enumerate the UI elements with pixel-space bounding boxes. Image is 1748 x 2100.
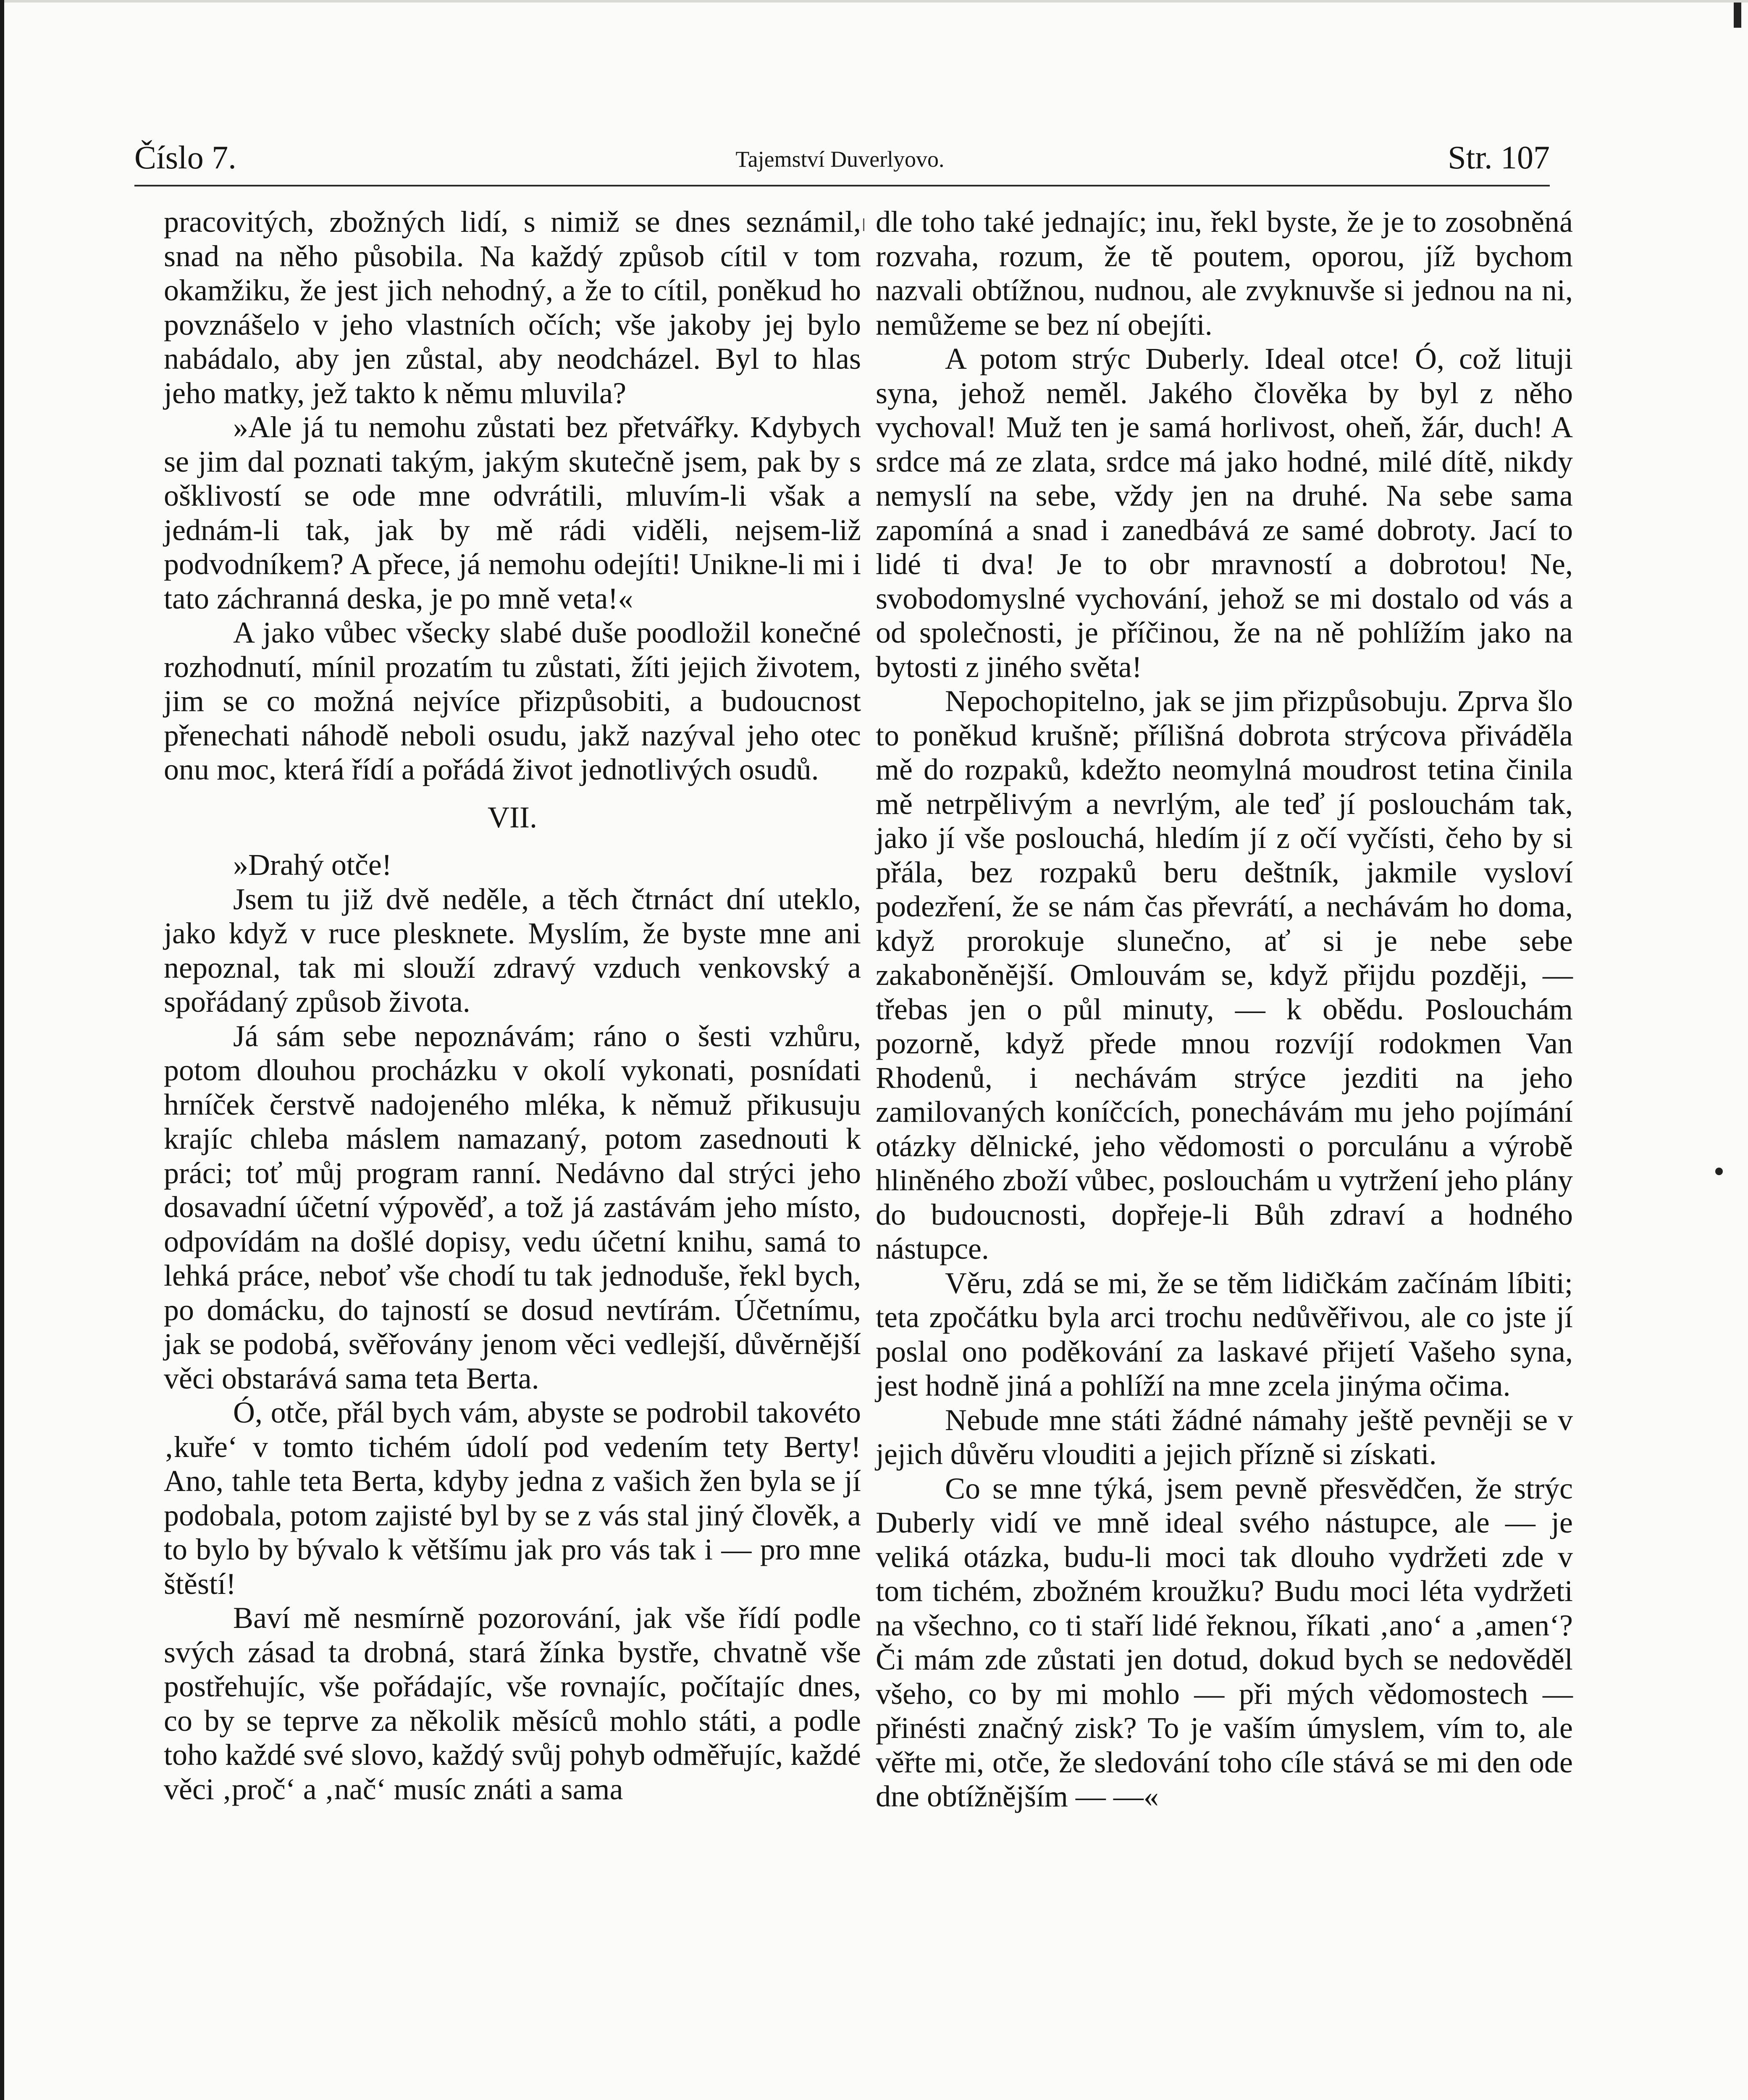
paragraph: »Ale já tu nemohu zůstati bez přetvářky. Kdybych se jim dal poznati takým, jakým skutečně jsem, pak by s ošklivostí se ode mne odvrátili, mluvím-li však a jednám-li tak, jak by mě rádi viděli, nejsem-liž podvodníkem? A přece, já nemohu odejíti! Unikne-li mi i tato záchranná deska, je po mně veta!« — [164, 410, 861, 615]
scan-corner-mark — [1734, 3, 1741, 28]
paragraph: Nepochopitelno, jak se jim přizpůsobuju. Zprva šlo to poněkud krušně; přílišná dobrota strýcova přiváděla mě do rozpaků, kdežto neomylná moudrost tetina činila mě netrpělivým a nevrlým, ale teď jí poslouchám tak, jako jí vše poslouchá, hledím jí z očí vyčísti, čeho by si přála, bez rozpaků beru deštník, jakmile vysloví podezření, že se nám čas převrátí, a nechávám ho doma, když prorokuje slunečno, ať si je nebe sebe zakaboněnější. Omlouvám se, když přijdu později, — třebas jen o půl minuty, — k obědu. Poslouchám pozorně, když přede mnou rozvíjí rodokmen Van Rhodenů, i nechávám strýce jezditi na jeho zamilovaných koníčcích, ponechávám mu jeho pojímání otázky dělnické, jeho vědomosti o porculánu a výrobě hliněného zboží vůbec, poslouchám u vytržení jeho plány do budoucnosti, dopřeje-li Bůh zdraví a hodného nástupce. — [876, 684, 1573, 1265]
paragraph: Jsem tu již dvě neděle, a těch čtrnáct dní uteklo, jako když v ruce plesknete. Myslím, že byste mne ani nepoznal, tak mi slouží zdravý vzduch venkovský a spořádaný způsob života. — [164, 882, 861, 1018]
letter-salutation: »Drahý otče! — [233, 848, 392, 882]
paragraph: Ó, otče, přál bych vám, abyste se podrobil takovéto ‚kuře‘ v tomto tichém údolí pod vedením tety Berty! Ano, tahle teta Berta, kdyby jedna z vašich žen byla se jí podobala, potom zajisté byl by se z vás stal jiný člověk, a to bylo by bývalo k většímu jak pro vás tak i — pro mne štěstí! — [164, 1396, 861, 1601]
paragraph: A potom strýc Duberly. Ideal otce! Ó, což lituji syna, jehož neměl. Jakého člověka by byl z něho vychoval! Muž ten je samá horlivost, oheň, žár, duch! A srdce má ze zlata, srdce má jako hodné, milé dítě, nikdy nemyslí na sebe, vždy jen na druhé. Na sebe sama zapomíná a snad i zanedbává ze samé dobroty. Jací to lidé ti dva! Je to obr mravností a dobrotou! Ne, svobodomyslné vychování, jehož se mi dostalo od vás a od společnosti, je příčinou, že na ně pohlížím jako na bytosti z jiného světa! — [876, 342, 1573, 684]
paragraph: dle toho také jednajíc; inu, řekl byste, že je to zosobněná rozvaha, rozum, že tě poutem, oporou, jíž bychom nazvali obtížnou, nudnou, ale zvyknuvše si jednou na ni, nemůžeme se bez ní obejíti. — [876, 205, 1573, 341]
left-column — [164, 205, 861, 1806]
header-rule — [134, 185, 1550, 186]
paragraph: pracovitých, zbožných lidí, s nimiž se dnes seznámil, snad na něho působila. Na každý způsob cítil v tom okamžiku, že jest jich nehodný, a že to cítil, poněkud ho povznášelo v jeho vlastních očích; vše jakoby jej bylo nabádalo, aby jen zůstal, aby neodcházel. Byl to hlas jeho matky, jež takto k němu mluvila? — [164, 205, 861, 410]
right-column — [876, 205, 1573, 1814]
running-title: Tajemství Duverlyovo. — [735, 147, 945, 172]
paragraph: Co se mne týká, jsem pevně přesvědčen, že strýc Duberly vidí ve mně ideal svého nástupce, ale — je veliká otázka, budu-li moci tak dlouho vydržeti zde v tom tichém, zbožném kroužku? Budu moci léta vydržeti na všechno, co ti staří lidé řeknou, říkati ‚ano‘ a ‚amen‘? Či mám zde zůstati jen dotud, dokud bych se nedověděl všeho, co by mi mohlo — při mých vědomostech — přinésti značný zisk? To je vaším úmyslem, vím to, ale věřte mi, otče, že sledování toho cíle stává se mi den ode dne obtížnějším — —« — [876, 1471, 1573, 1813]
paragraph: Věru, zdá se mi, že se těm lidičkám začínám líbiti; teta zpočátku byla arci trochu nedůvěřivou, ale co jste jí poslal ono poděkování za laskavé přijetí Vašeho syna, jest hodně jiná a pohlíží na mne zcela jinýma očima. — [876, 1266, 1573, 1402]
scan-top-edge — [0, 0, 1748, 3]
page-number: Str. 107 — [1448, 139, 1550, 176]
issue-number: Číslo 7. — [134, 139, 236, 176]
paragraph: A jako vůbec všecky slabé duše poodložil konečné rozhodnutí, mínil prozatím tu zůstati, žíti jejich životem, jim se co možná nejvíce přizpůsobiti, a budoucnost přenechati náhodě neboli osudu, jakž nazýval jeho otec onu moc, která řídí a pořádá život jednotlivých osudů. — [164, 616, 861, 786]
page-header — [134, 139, 1550, 185]
paragraph: Baví mě nesmírně pozorování, jak vše řídí podle svých zásad ta drobná, stará žínka bystře, chvatně vše postřehujíc, vše pořádajíc, vše rovnajíc, počítajíc dnes, co by se teprve za několik měsíců mohlo státi, a podle toho každé své slovo, každý svůj pohyb odměřujíc, každé věci ‚proč‘ a ‚nač‘ musíc znáti a sama — [164, 1601, 861, 1806]
paragraph: Já sám sebe nepoznávám; ráno o šesti vzhůru, potom dlouhou procházku v okolí vykonati, posnídati hrníček čerstvě nadojeného mléka, k němuž přikusuju krajíc chleba máslem namazaný, potom zasednouti k práci; toť můj program ranní. Nedávno dal strýci jeho dosavadní účetní výpověď, a tož já zastávám jeho místo, odpovídám na došlé dopisy, vedu účetní knihu, samá to lehká práce, neboť vše chodí tu tak jednoduše, řekl bych, po domácku, do tajností se dosud nevtírám. Účetnímu, jak se podobá, svěřovány jenom věci vedlejší, důvěrnější věci obstarává sama teta Berta. — [164, 1019, 861, 1395]
column-divider-mark — [863, 218, 864, 231]
scan-left-edge — [0, 0, 4, 2100]
chapter-heading: VII. — [488, 800, 537, 834]
margin-dot — [1715, 1168, 1723, 1175]
paragraph: Nebude mne státi žádné námahy ještě pevněji se v jejich důvěru vlouditi a jejich přízně si získati. — [876, 1403, 1573, 1471]
